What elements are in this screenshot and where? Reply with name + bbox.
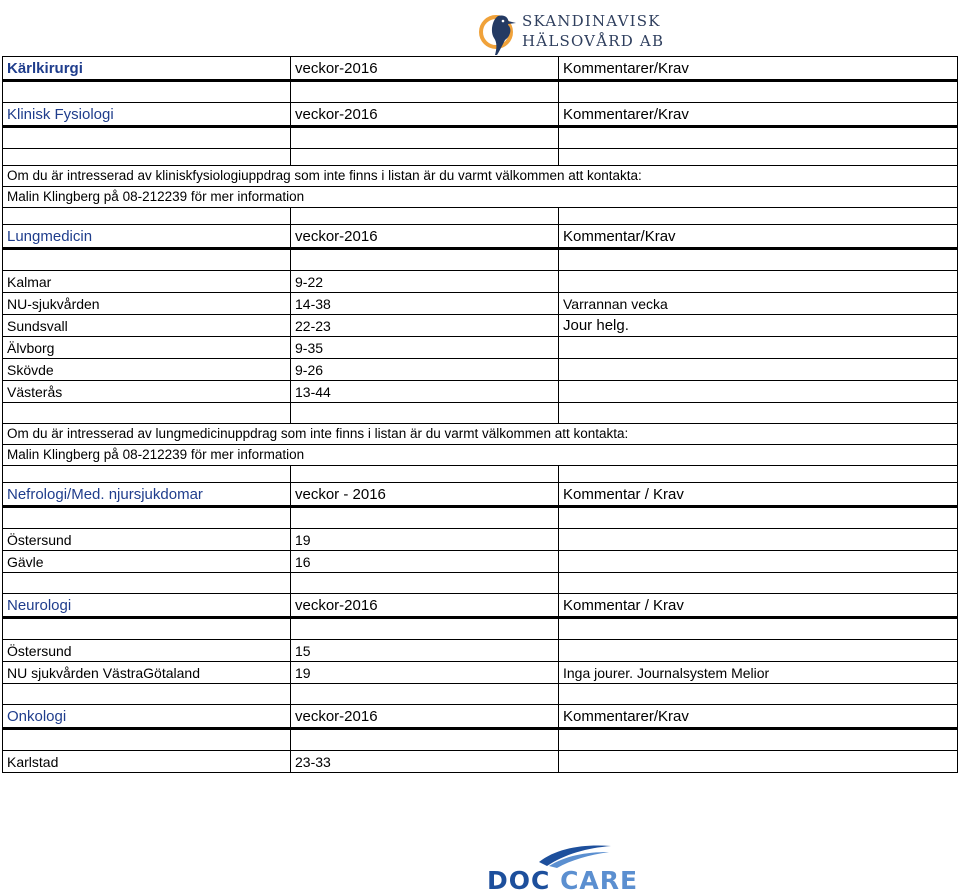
section-title: Klinisk Fysiologi	[3, 103, 291, 127]
table-row	[3, 271, 958, 293]
comment-header: Kommentar / Krav	[559, 594, 958, 618]
comment-header: Kommentar/Krav	[559, 225, 958, 249]
comment-cell	[559, 359, 958, 381]
blank-row	[3, 507, 958, 529]
weeks-cell: 15	[291, 640, 559, 662]
assignment-table	[2, 56, 958, 773]
weeks-cell: 16	[291, 551, 559, 573]
weeks-header: veckor-2016	[291, 225, 559, 249]
table-row	[3, 359, 958, 381]
blank-row	[3, 127, 958, 149]
doc-text: DOC	[487, 866, 551, 895]
weeks-header: veckor-2016	[291, 57, 559, 81]
blank-row	[3, 729, 958, 751]
blank-row	[3, 403, 958, 424]
table-row	[3, 381, 958, 403]
table-row	[3, 337, 958, 359]
table-row	[3, 751, 958, 773]
comment-cell: Varrannan vecka	[559, 293, 958, 315]
doc-care-logo	[487, 838, 657, 894]
contact-note: Om du är intresserad av kliniskfysiologiuppdrag som inte finns i listan är du varmt välkommen att kontakta:	[3, 166, 958, 187]
section-title: Onkologi	[3, 705, 291, 729]
weeks-cell: 19	[291, 662, 559, 684]
weeks-header: veckor-2016	[291, 594, 559, 618]
comment-header: Kommentarer/Krav	[559, 57, 958, 81]
comment-cell	[559, 529, 958, 551]
weeks-header: veckor-2016	[291, 103, 559, 127]
blank-row	[3, 684, 958, 705]
contact-note-row	[3, 445, 958, 466]
blank-row	[3, 618, 958, 640]
place-cell: Älvborg	[3, 337, 291, 359]
blank-row	[3, 149, 958, 166]
weeks-cell: 13-44	[291, 381, 559, 403]
logo-text-line1: SKANDINAVISK	[522, 12, 661, 30]
section-header-neurologi	[3, 594, 958, 618]
comment-cell	[559, 640, 958, 662]
section-title: Neurologi	[3, 594, 291, 618]
doc-care-wordmark	[487, 866, 638, 895]
weeks-cell: 9-35	[291, 337, 559, 359]
section-header-onkologi	[3, 705, 958, 729]
section-header-lungmedicin	[3, 225, 958, 249]
contact-note: Om du är intresserad av lungmedicinuppdrag som inte finns i listan är du varmt välkommen att kontakta:	[3, 424, 958, 445]
table-row	[3, 529, 958, 551]
blank-row	[3, 208, 958, 225]
contact-note-row	[3, 166, 958, 187]
skandinavisk-halsovard-logo	[478, 6, 668, 58]
table-row	[3, 662, 958, 684]
contact-info: Malin Klingberg på 08-212239 för mer information	[3, 445, 559, 466]
comment-cell	[559, 751, 958, 773]
section-title: Lungmedicin	[3, 225, 291, 249]
place-cell: Östersund	[3, 529, 291, 551]
section-header-klinisk-fysiologi	[3, 103, 958, 127]
blank-row	[3, 81, 958, 103]
blank-row	[3, 466, 958, 483]
section-header-karlkirurgi	[3, 57, 958, 81]
section-title: Nefrologi/Med. njursjukdomar	[3, 483, 291, 507]
comment-cell: Inga jourer. Journalsystem Melior	[559, 662, 958, 684]
place-cell: Östersund	[3, 640, 291, 662]
place-cell: Sundsvall	[3, 315, 291, 337]
weeks-header: veckor - 2016	[291, 483, 559, 507]
comment-cell	[559, 337, 958, 359]
contact-info: Malin Klingberg på 08-212239 för mer information	[3, 187, 559, 208]
weeks-cell: 14-38	[291, 293, 559, 315]
place-cell: Kalmar	[3, 271, 291, 293]
comment-header: Kommentarer/Krav	[559, 103, 958, 127]
section-header-nefrologi	[3, 483, 958, 507]
comment-header: Kommentarer/Krav	[559, 705, 958, 729]
logo-text-line2: HÄLSOVÅRD AB	[522, 32, 665, 50]
weeks-cell: 22-23	[291, 315, 559, 337]
section-title: Kärlkirurgi	[3, 57, 291, 81]
weeks-cell: 9-26	[291, 359, 559, 381]
weeks-cell: 19	[291, 529, 559, 551]
place-cell: Västerås	[3, 381, 291, 403]
comment-cell: Jour helg.	[559, 315, 958, 337]
place-cell: Gävle	[3, 551, 291, 573]
weeks-cell: 9-22	[291, 271, 559, 293]
weeks-header: veckor-2016	[291, 705, 559, 729]
place-cell: NU sjukvården VästraGötaland	[3, 662, 291, 684]
table-row	[3, 551, 958, 573]
comment-cell	[559, 551, 958, 573]
comment-cell	[559, 381, 958, 403]
place-cell: Karlstad	[3, 751, 291, 773]
comment-header: Kommentar / Krav	[559, 483, 958, 507]
swoosh-logo-icon	[535, 842, 615, 868]
bird-logo-icon	[478, 8, 520, 56]
table-row	[3, 315, 958, 337]
blank-row	[3, 573, 958, 594]
comment-cell	[559, 271, 958, 293]
weeks-cell: 23-33	[291, 751, 559, 773]
contact-note-row	[3, 187, 958, 208]
care-text: CARE	[560, 866, 639, 895]
place-cell: NU-sjukvården	[3, 293, 291, 315]
blank-row	[3, 249, 958, 271]
table-row	[3, 640, 958, 662]
place-cell: Skövde	[3, 359, 291, 381]
contact-note-row	[3, 424, 958, 445]
table-row	[3, 293, 958, 315]
